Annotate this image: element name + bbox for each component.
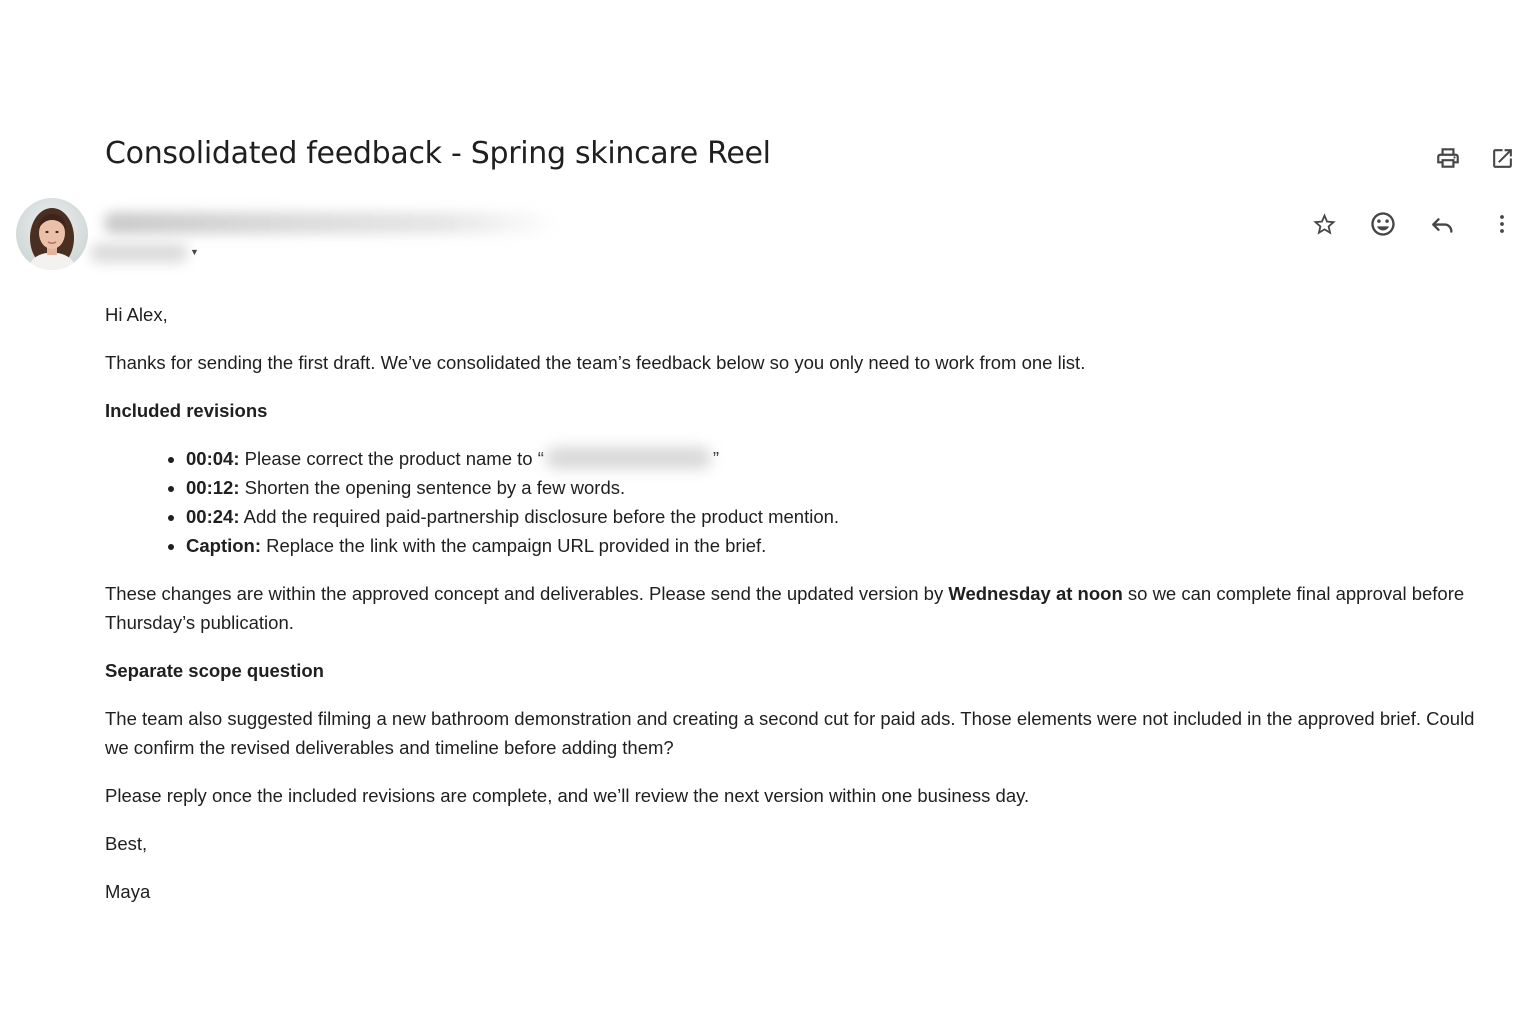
revision-item [186, 444, 1495, 473]
product-name-redacted [546, 447, 711, 469]
deadline-emphasis: Wednesday at noon [948, 583, 1123, 604]
reply-button[interactable] [1424, 206, 1460, 242]
emoji-reaction-button[interactable] [1365, 206, 1401, 242]
revisions-list [105, 444, 1495, 560]
revision-timestamp: 00:24: [186, 506, 240, 527]
revision-text: Please correct the product name to “ [239, 448, 544, 469]
signoff: Best, [105, 833, 148, 854]
greeting: Hi Alex, [105, 304, 168, 325]
open-in-new-window-icon [1490, 146, 1515, 171]
more-options-button[interactable] [1484, 206, 1520, 242]
intro-paragraph: Thanks for sending the first draft. We’ve consolidated the team’s feedback below so you only need to work from one list. [105, 352, 1086, 373]
scope-question-heading: Separate scope question [105, 660, 324, 681]
print-icon [1435, 145, 1461, 171]
revision-text: Replace the link with the campaign URL provided in the brief. [261, 535, 767, 556]
deadline-paragraph [105, 579, 1495, 637]
revision-text-end: ” [712, 448, 720, 469]
revision-text: Shorten the opening sentence by a few words. [239, 477, 626, 498]
revision-text: Add the required paid-partnership disclosure before the product mention. [239, 506, 840, 527]
revision-timestamp: 00:04: [186, 448, 240, 469]
revision-item [186, 531, 1495, 560]
included-revisions-heading: Included revisions [105, 400, 268, 421]
email-body [105, 300, 1495, 925]
sender-avatar[interactable] [16, 198, 88, 270]
more-options-icon [1490, 212, 1514, 236]
sender-details-redacted [90, 243, 188, 263]
revision-item [186, 502, 1495, 531]
email-subject: Consolidated feedback - Spring skincare Reel [105, 136, 771, 171]
revision-timestamp: 00:12: [186, 477, 240, 498]
print-button[interactable] [1430, 140, 1466, 176]
star-icon [1311, 211, 1338, 238]
recipient-details-chevron-down-icon[interactable]: ▼ [190, 247, 199, 257]
closing-request: Please reply once the included revisions are complete, and we’ll review the next version within one business day. [105, 785, 1030, 806]
open-in-new-window-button[interactable] [1484, 140, 1520, 176]
signature: Maya [105, 881, 151, 902]
reply-icon [1428, 210, 1456, 238]
deadline-text-before: These changes are within the approved concept and deliverables. Please send the updated version by [105, 583, 949, 604]
scope-paragraph: The team also suggested filming a new bathroom demonstration and creating a second cut for paid ads. Those elements were not included in the approved brief. Could we confirm the revised deliverables and timeline before adding them? [105, 708, 1475, 758]
revision-label: Caption: [186, 535, 262, 556]
emoji-reaction-icon [1369, 210, 1397, 238]
sender-name-redacted [104, 212, 559, 234]
deadline-text-after: so we can complete final approval before Thursday’s publication. [105, 583, 1465, 633]
sender-photo [16, 198, 88, 270]
star-button[interactable] [1306, 206, 1342, 242]
revision-item [186, 473, 1495, 502]
